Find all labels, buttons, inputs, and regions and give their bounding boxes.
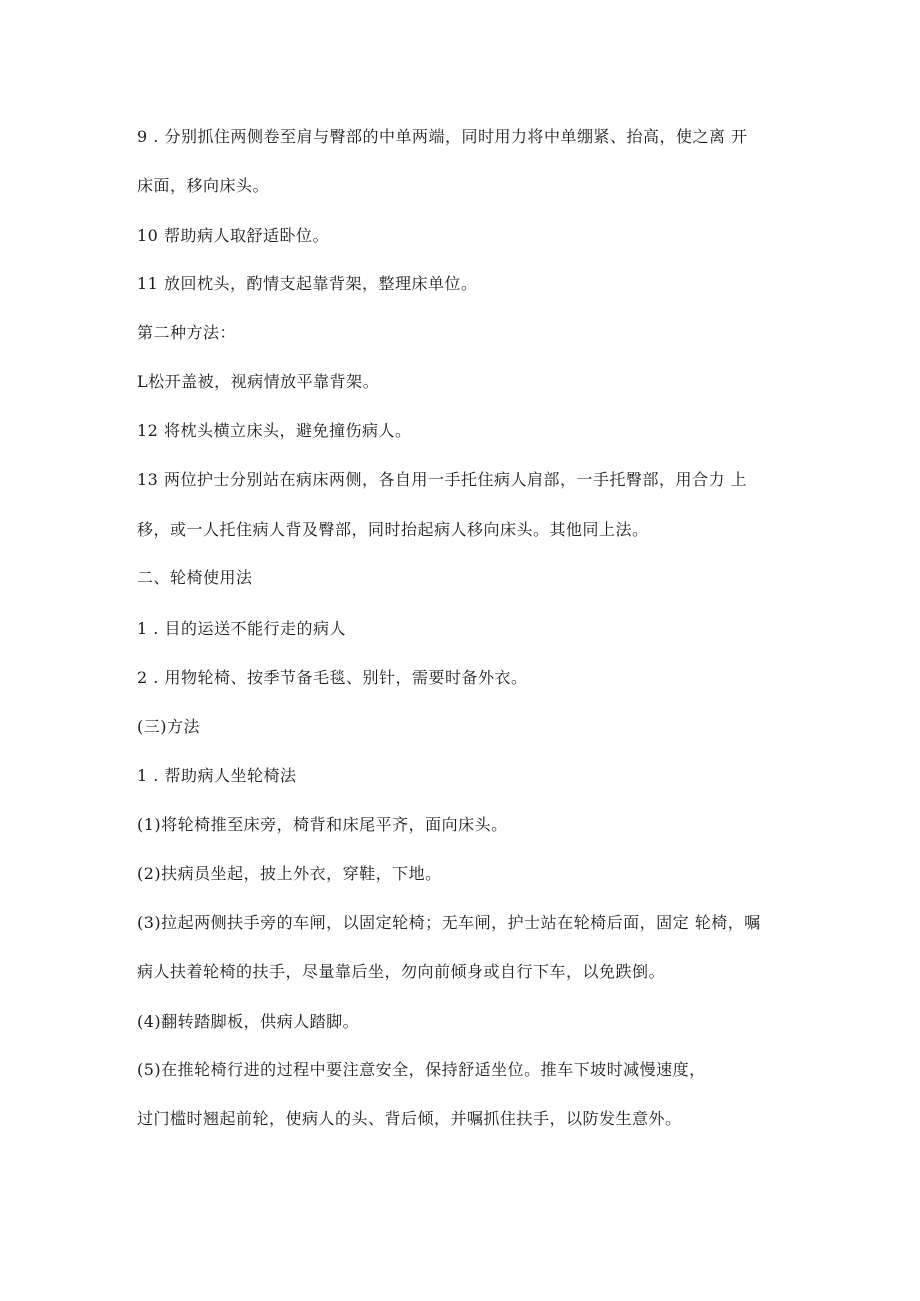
text-line: 1 . 目的运送不能行走的病人 bbox=[137, 619, 346, 638]
text-line: 10 帮助病人取舒适卧位。 bbox=[137, 226, 329, 245]
section-heading: 第二种方法： bbox=[137, 323, 237, 342]
text-line: (2)扶病员坐起，披上外衣，穿鞋，下地。 bbox=[137, 864, 442, 883]
text-line: 1 . 帮助病人坐轮椅法 bbox=[137, 766, 297, 785]
section-heading: 二、轮椅使用法 bbox=[137, 568, 253, 587]
text-line: 11 放回枕头，酌情支起靠背架，整理床单位。 bbox=[137, 274, 478, 293]
text-line: 床面，移向床头。 bbox=[137, 176, 270, 195]
text-line: 过门槛时翘起前轮，使病人的头、背后倾，并嘱抓住扶手，以防发生意外。 bbox=[137, 1109, 682, 1128]
text-line: (3)拉起两侧扶手旁的车闸，以固定轮椅；无车闸，护士站在轮椅后面，固定 轮椅，嘱 bbox=[137, 913, 761, 932]
text-line: (1)将轮椅推至床旁，椅背和床尾平齐，面向床头。 bbox=[137, 815, 508, 834]
text-line: 移，或一人托住病人背及臀部，同时抬起病人移向床头。其他同上法。 bbox=[137, 520, 649, 539]
text-line: L松开盖被，视病情放平靠背架。 bbox=[137, 372, 380, 391]
text-line: 12 将枕头横立床头，避免撞伤病人。 bbox=[137, 421, 412, 440]
text-line: 病人扶着轮椅的扶手，尽量靠后坐，勿向前倾身或自行下车，以免跌倒。 bbox=[137, 962, 666, 981]
text-line: 9 . 分别抓住两侧卷至肩与臀部的中单两端，同时用力将中单绷紧、抬高，使之离 开 bbox=[137, 127, 748, 146]
section-heading: (三)方法 bbox=[137, 717, 200, 736]
text-line: 2 . 用物轮椅、按季节备毛毯、别针，需要时备外衣。 bbox=[137, 668, 528, 687]
text-line: (5)在推轮椅行进的过程中要注意安全，保持舒适坐位。推车下坡时减慢速度， bbox=[137, 1060, 706, 1079]
text-line: (4)翻转踏脚板，供病人踏脚。 bbox=[137, 1012, 360, 1031]
text-line: 13 两位护士分别站在病床两侧，各自用一手托住病人肩部，一手托臀部，用合力 上 bbox=[137, 470, 748, 489]
